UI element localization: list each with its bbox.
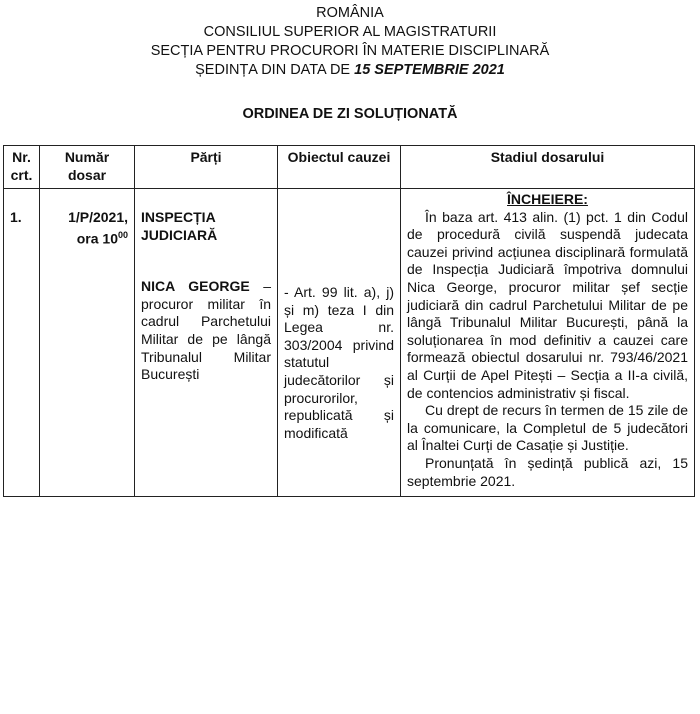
cell-parti bbox=[135, 189, 278, 497]
cell-dosar bbox=[40, 189, 135, 497]
section-line: SECȚIA PENTRU PROCURORI ÎN MATERIE DISCIPLINARĂ bbox=[150, 43, 550, 59]
country-line: ROMÂNIA bbox=[316, 5, 384, 21]
dosar-hour-sup: 00 bbox=[117, 229, 128, 240]
party-name: NICA GEORGE bbox=[141, 278, 250, 295]
dosar-number: 1/P/2021, ora 10 bbox=[68, 209, 128, 247]
stadiu-heading: ÎNCHEIERE: bbox=[507, 191, 588, 207]
session-prefix: ȘEDINȚA DIN DATA DE bbox=[195, 62, 351, 78]
cell-nr: 1. bbox=[4, 189, 40, 497]
session-date: 15 SEPTEMBRIE 2021 bbox=[354, 62, 505, 78]
document-header bbox=[0, 4, 700, 80]
header-dosar: Număr dosar bbox=[40, 146, 135, 189]
stadiu-paragraph-3: Pronunțată în ședință publică azi, 15 septembrie 2021. bbox=[407, 454, 688, 489]
stadiu-paragraph-2: Cu drept de recurs în termen de 15 zile de la comunicare, la Completul de 5 judecători al Înaltei Curți de Casație și Justiție. bbox=[407, 402, 688, 454]
agenda-title: ORDINEA DE ZI SOLUȚIONATĂ bbox=[242, 106, 458, 122]
party-main: INSPECȚIA JUDICIARĂ bbox=[141, 209, 218, 243]
party-desc: – procuror militar în cadrul Parchetului Militar de pe lângă Tribunalul Militar București bbox=[141, 278, 271, 383]
stadiu-paragraph-1: În baza art. 413 alin. (1) pct. 1 din Codul de procedură civilă suspendă judecata cauzei privind acțiunea disciplinară formulată de Inspecția Judiciară împotriva domnului Nica George, procuror militar șef secție judiciară din cadrul Parchetului Militar de pe lângă Tribunalul Militar București, până la soluționarea în mod definitiv a cauzei care formează obiectul dosarului nr. 793/46/2021 al Curții de Apel Pitești – Secția a II-a civilă, de contencios administrativ și fiscal. bbox=[407, 208, 688, 401]
header-nr: Nr. crt. bbox=[4, 146, 40, 189]
header-stadiu: Stadiul dosarului bbox=[401, 146, 695, 189]
table-row bbox=[4, 189, 695, 497]
header-obiect: Obiectul cauzei bbox=[278, 146, 401, 189]
session-line bbox=[0, 61, 700, 80]
agenda-table bbox=[3, 145, 695, 497]
cell-stadiu bbox=[401, 189, 695, 497]
header-parti: Părți bbox=[135, 146, 278, 189]
party-block bbox=[141, 278, 271, 384]
council-line: CONSILIUL SUPERIOR AL MAGISTRATURII bbox=[203, 24, 497, 40]
table-header-row bbox=[4, 146, 695, 189]
cell-obiect: - Art. 99 lit. a), j) și m) teza I din Legea nr. 303/2004 privind statutul judecătorilor și procurorilor, republicată și modificată bbox=[278, 189, 401, 497]
